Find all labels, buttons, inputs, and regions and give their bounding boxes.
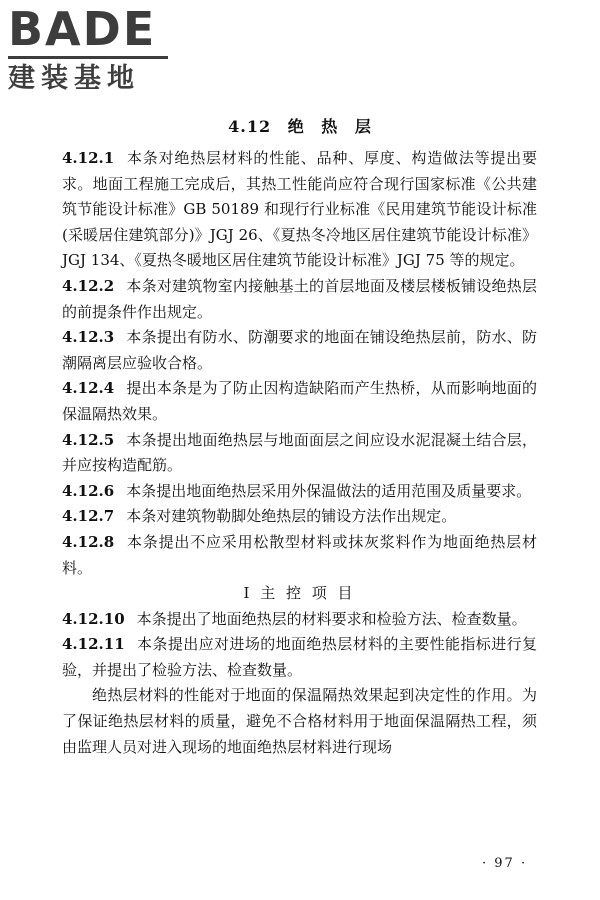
logo-subtitle: 建装基地 xyxy=(8,63,140,94)
clause-number: 4.12.5 xyxy=(62,430,115,449)
clause-4-12-11 xyxy=(62,632,537,683)
clause-number: 4.12.4 xyxy=(62,379,115,398)
document-body xyxy=(62,146,537,760)
page-number: · 97 · xyxy=(482,856,528,871)
logo-brand: BADE xyxy=(8,2,157,56)
clause-number: 4.12.1 xyxy=(62,149,115,167)
clause-number: 4.12.6 xyxy=(62,481,115,500)
subheading-main-items: Ⅰ 主 控 项 目 xyxy=(243,584,356,603)
clause-number: 4.12.2 xyxy=(62,276,115,295)
clause-4-12-3 xyxy=(62,325,537,376)
clause-4-12-10 xyxy=(62,607,537,633)
clause-text: 本条提出地面绝热层与地面面层之间应设水泥混凝土结合层，并应按构造配筋。 xyxy=(62,430,537,475)
clause-4-12-4 xyxy=(62,376,537,427)
section-title: 4.12 绝 热 层 xyxy=(228,117,372,136)
clause-4-12-8 xyxy=(62,530,537,581)
clause-4-12-2 xyxy=(62,274,537,325)
clause-number: 4.12.8 xyxy=(62,532,115,551)
logo-divider xyxy=(8,56,168,59)
clause-text: 本条提出有防水、防潮要求的地面在铺设绝热层前，防水、防潮隔离层应验收合格。 xyxy=(62,328,537,372)
clause-text: 提出本条是为了防止因构造缺陷而产生热桥，从而影响地面的保温隔热效果。 xyxy=(62,379,537,423)
clause-text: 本条对绝热层材料的性能、品种、厚度、构造做法等提出要求。地面工程施工完成后，其热工性能尚应符合现行国家标准《公共建筑节能设计标准》GB 50189 和现行行业标准《民用建筑节能设计标准(采暖居住建筑部分)》JGJ 26、《夏热冬冷地区居住建筑节能设计标准》JGJ 134、《夏热冬暖地区居住建筑节能设计标准》JGJ 75 等的规定。 xyxy=(62,149,537,270)
clause-4-12-6 xyxy=(62,479,537,505)
clause-text: 本条提出应对进场的地面绝热层材料的主要性能指标进行复验，并提出了检验方法、检查数量。 xyxy=(62,635,537,679)
clause-4-12-5 xyxy=(62,428,537,479)
clause-text: 本条提出了地面绝热层的材料要求和检验方法、检查数量。 xyxy=(136,609,527,628)
bade-logo xyxy=(8,4,178,95)
clause-number: 4.12.11 xyxy=(62,635,125,654)
clause-number: 4.12.3 xyxy=(62,328,115,347)
clause-number: 4.12.10 xyxy=(62,609,125,628)
clause-text: 本条对建筑物室内接触基土的首层地面及楼层楼板铺设绝热层的前提条件作出规定。 xyxy=(62,276,537,321)
clause-number: 4.12.7 xyxy=(62,507,115,526)
clause-text: 本条提出不应采用松散型材料或抹灰浆料作为地面绝热层材料。 xyxy=(62,532,537,577)
clause-text: 本条提出地面绝热层采用外保温做法的适用范围及质量要求。 xyxy=(126,481,532,500)
clause-4-12-7 xyxy=(62,504,537,530)
clause-text: 本条对建筑物勒脚处绝热层的铺设方法作出规定。 xyxy=(126,507,457,526)
body-paragraph: 绝热层材料的性能对于地面的保温隔热效果起到决定性的作用。为了保证绝热层材料的质量，避免不合格材料用于地面保温隔热工程，须由监理人员对进入现场的地面绝热层材料进行现场 xyxy=(62,686,537,756)
clause-4-12-1 xyxy=(62,146,537,274)
